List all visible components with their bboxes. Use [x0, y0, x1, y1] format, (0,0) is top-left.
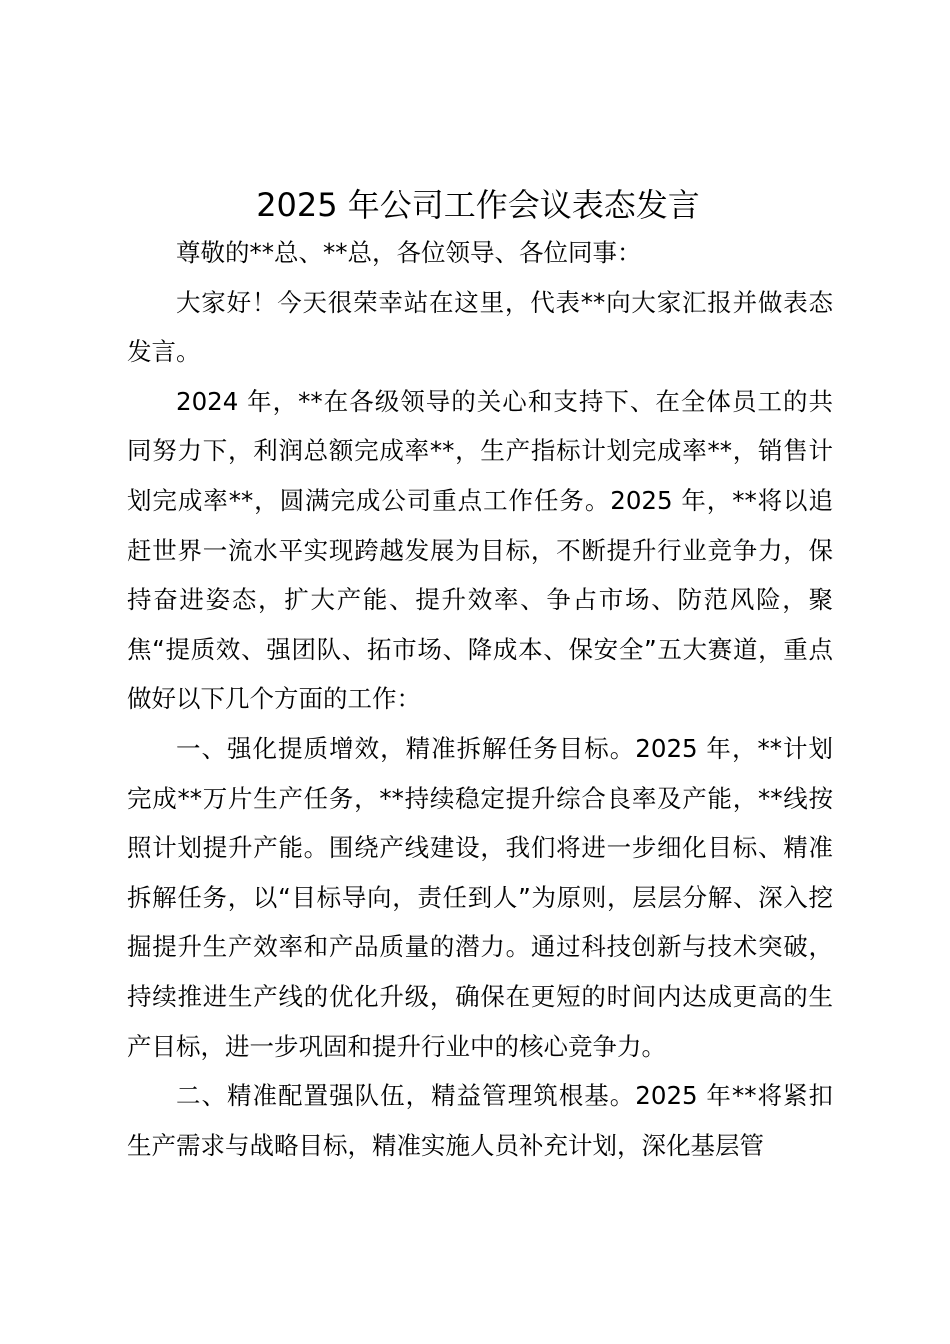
section-one-paragraph: 一、强化提质增效，精准拆解任务目标。2025 年，**计划完成**万片生产任务，**持续稳定提升综合良率及产能，**线按照计划提升产能。围绕产线建设，我们将进一步细化目标、精准拆解任务，以“目标导向，责任到人”为原则，层层分解、深入挖掘提升生产效率和产品质量的潜力。通过科技创新与技术突破，持续推进生产线的优化升级，确保在更短的时间内达成更高的生产目标，进一步巩固和提升行业中的核心竞争力。: [127, 733, 833, 1061]
document-title: 2025 年公司工作会议表态发言: [256, 186, 700, 224]
salutation-paragraph: 尊敬的**总、**总，各位领导、各位同事：: [176, 238, 642, 267]
greeting-paragraph: 大家好！今天很荣幸站在这里，代表**向大家汇报并做表态发言。: [127, 287, 833, 367]
summary-paragraph: 2024 年，**在各级领导的关心和支持下、在全体员工的共同努力下，利润总额完成率**，生产指标计划完成率**，销售计划完成率**，圆满完成公司重点工作任务。2025 年，**将以追赶世界一流水平实现跨越发展为目标，不断提升行业竞争力，保持奋进姿态，扩大产能、提升效率、争占市场、防范风险，聚焦“提质效、强团队、拓市场、降成本、保安全”五大赛道，重点做好以下几个方面的工作：: [127, 386, 833, 714]
section-two-paragraph: 二、精准配置强队伍，精益管理筑根基。2025 年**将紧扣生产需求与战略目标，精准实施人员补充计划，深化基层管: [127, 1081, 833, 1160]
document-page: [127, 182, 833, 1170]
